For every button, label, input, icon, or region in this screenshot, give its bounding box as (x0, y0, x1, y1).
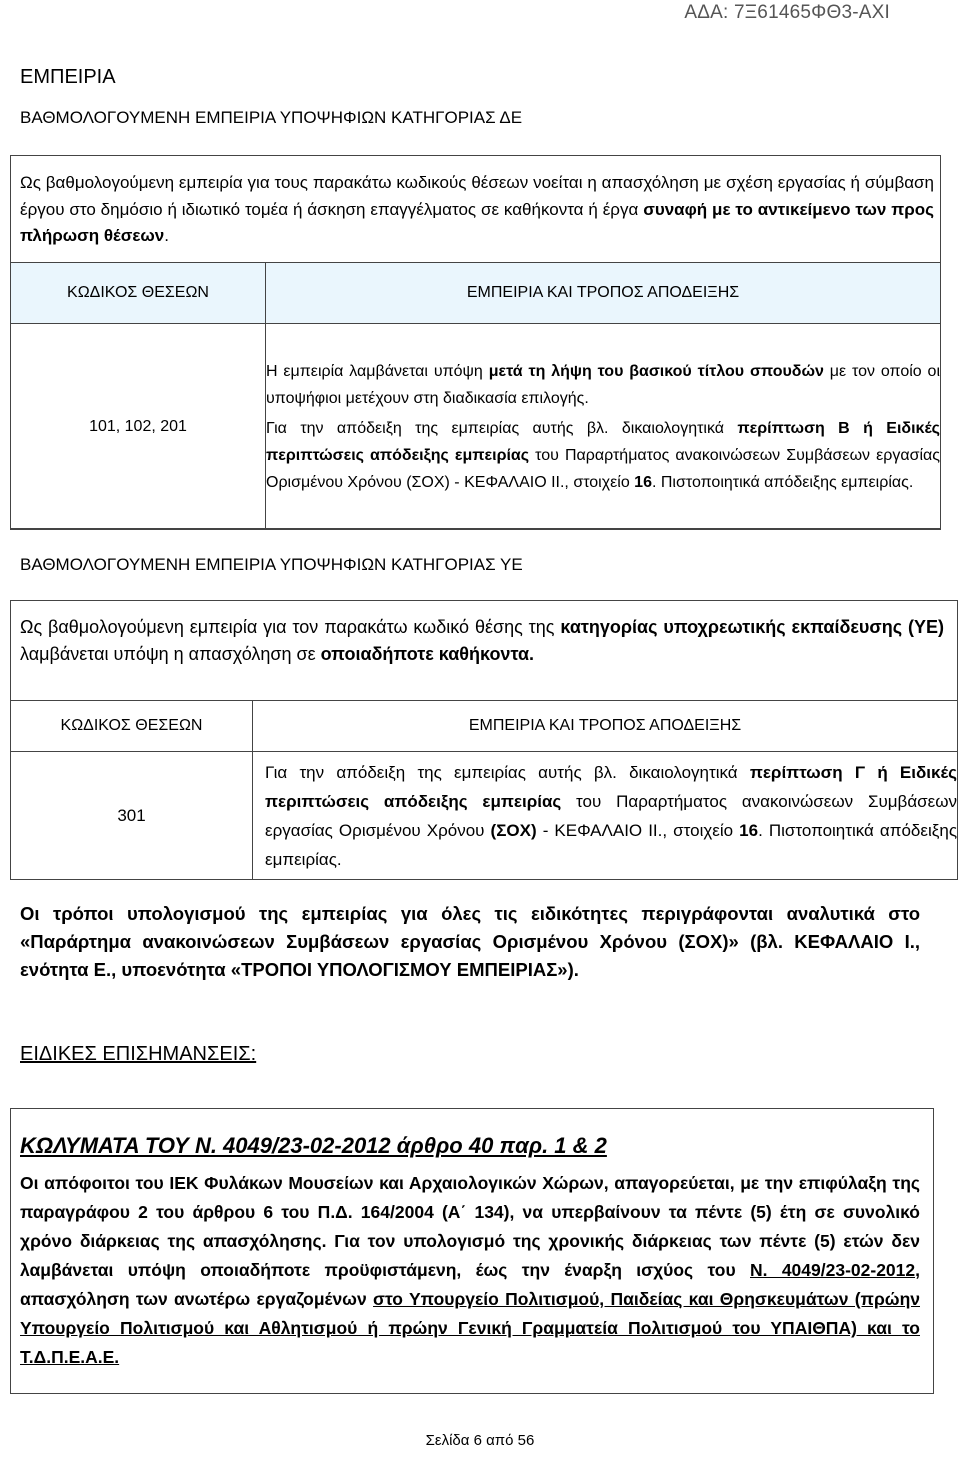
de-col2-header: ΕΜΠΕΙΡΙΑ ΚΑΙ ΤΡΟΠΟΣ ΑΠΟΔΕΙΞΗΣ (266, 263, 941, 324)
de-experience-cell (266, 324, 941, 530)
ye-exp-d: (ΣΟΧ) (490, 820, 537, 840)
ye-intro-d: οποιαδήποτε καθήκοντα. (320, 643, 535, 664)
de-intro (20, 170, 934, 250)
kolymata-text (20, 1169, 920, 1372)
section-title: ΕΜΠΕΙΡΙΑ (20, 66, 116, 88)
ye-col1-header: ΚΩΔΙΚΟΣ ΘΕΣΕΩΝ (11, 701, 253, 752)
ye-exp-c: του Παραρτήματος ανακοινώσεων Συμβάσεων εργασίας Ορισμένου Χρόνου (265, 791, 957, 840)
ada-code: ΑΔΑ: 7Ξ61465ΦΘ3-ΑΧΙ (684, 2, 890, 23)
calc-note: Οι τρόποι υπολογισμού της εμπειρίας για όλες τις ειδικότητες περιγράφονται αναλυτικά στο «Παράρτημα ανακοινώσεων Συμβάσεων εργασίας Ορισμένου Χρόνου (ΣΟΧ)» (βλ. ΚΕΦΑΛΑΙΟ Ι., ενότητα Ε., υποενότητα «ΤΡΟΠΟΙ ΥΠΟΛΟΓΙΣΜΟΥ ΕΜΠΕΙΡΙΑΣ»). (20, 903, 920, 980)
de-exp-p2-a: Για την απόδειξη της εμπειρίας αυτής βλ. δικαιολογητικά (266, 419, 738, 437)
ye-exp-a: Για την απόδειξη της εμπειρίας αυτής βλ. δικαιολογητικά (265, 762, 750, 782)
de-heading: ΒΑΘΜΟΛΟΓΟΥΜΕΝΗ ΕΜΠΕΙΡΙΑ ΥΠΟΨΗΦΙΩΝ ΚΑΤΗΓΟΡΙΑΣ ΔΕ (20, 108, 523, 127)
ye-intro-a: Ως βαθμολογούμενη εμπειρία για τον παρακάτω κωδικό θέσης της (20, 617, 561, 637)
ye-col2-header: ΕΜΠΕΙΡΙΑ ΚΑΙ ΤΡΟΠΟΣ ΑΠΟΔΕΙΞΗΣ (253, 701, 958, 752)
de-exp-p2-d: 16 (634, 473, 652, 491)
kolymata-t2: Ν. 4049/23-02-2012, (750, 1260, 920, 1280)
de-intro-bold: συναφή με το αντικείμενο των προς πλήρωση θέσεων (20, 199, 934, 245)
de-codes: 101, 102, 201 (11, 324, 266, 530)
de-intro-end: . (164, 226, 169, 245)
de-exp-p2 (266, 415, 940, 496)
de-exp-p1-b: μετά τη λήψη του βασικού τίτλου σπουδών (488, 362, 824, 380)
de-exp-p1-c: με τον οποίο οι υποψήφιοι μετέχουν στη διαδικασία επιλογής. (266, 362, 941, 407)
ye-table (10, 700, 958, 880)
ye-codes: 301 (11, 752, 253, 880)
ye-exp-e: - ΚΕΦΑΛΑΙΟ ΙΙ., στοιχείο (536, 820, 740, 840)
de-exp-p1 (266, 358, 940, 412)
ye-exp-g: . Πιστοποιητικά απόδειξης εμπειρίας. (265, 820, 958, 869)
ye-experience-cell (253, 752, 958, 880)
ye-exp-f: 16 (739, 820, 759, 840)
de-exp-p2-b: περίπτωση Β ή Ειδικές περιπτώσεις απόδειξης εμπειρίας (266, 419, 940, 464)
page-number: Σελίδα 6 από 56 (425, 1432, 535, 1449)
ye-intro-b: κατηγορίας υποχρεωτικής εκπαίδευσης (ΥΕ) (560, 617, 944, 637)
de-col1-header: ΚΩΔΙΚΟΣ ΘΕΣΕΩΝ (11, 263, 266, 324)
ye-intro-c: λαμβάνεται υπόψη η απασχόληση σε (20, 643, 321, 664)
kolymata-title: ΚΩΛΥΜΑΤΑ ΤΟΥ Ν. 4049/23-02-2012 άρθρο 40 παρ. 1 & 2 (20, 1133, 607, 1158)
de-exp-p1-a: Η εμπειρία λαμβάνεται υπόψη (266, 362, 489, 380)
kolymata-t1: Οι απόφοιτοι του ΙΕΚ Φυλάκων Μουσείων και Αρχαιολογικών Χώρων, απαγορεύεται, με την επιφύλαξη της παραγράφου 2 του άρθρου 6 του Π.Δ. 164/2004 (Α΄ 134), να υπερβαίνουν τα πέντε (5) έτη σε συνολικό χρόνο διάρκειας της απασχόλησης. Για τον υπολογισμό της χρονικής διάρκειας των πέντε (5) ετών δεν λαμβάνεται υπόψη οποιαδήποτε προϋφιστάμενη, έως την έναρξη ισχύος του (20, 1173, 920, 1280)
ye-heading: ΒΑΘΜΟΛΟΓΟΥΜΕΝΗ ΕΜΠΕΙΡΙΑ ΥΠΟΨΗΦΙΩΝ ΚΑΤΗΓΟΡΙΑΣ ΥΕ (20, 555, 523, 574)
ye-exp-b: περίπτωση Γ ή Ειδικές περιπτώσεις απόδειξης εμπειρίας (265, 762, 958, 811)
de-exp-p2-e: . Πιστοποιητικά απόδειξης εμπειρίας. (651, 473, 914, 491)
special-notes-title: ΕΙΔΙΚΕΣ ΕΠΙΣΗΜΑΝΣΕΙΣ: (20, 1043, 257, 1065)
ye-intro (20, 614, 944, 667)
de-exp-p2-c: του Παραρτήματος ανακοινώσεων Συμβάσεων εργασίας Ορισμένου Χρόνου (ΣΟΧ) - ΚΕΦΑΛΑΙΟ ΙΙ., στοιχείο (266, 446, 940, 491)
de-intro-text: Ως βαθμολογούμενη εμπειρία για τους παρακάτω κωδικούς θέσεων νοείται η απασχόληση με σχέση εργασίας ή σύμβαση έργου στο δημόσιο ή ιδιωτικό τομέα ή άσκηση επαγγέλματος σε καθήκοντα ή έργα (20, 173, 934, 219)
kolymata-box (10, 1108, 934, 1394)
de-table (10, 262, 941, 530)
kolymata-t4: στο Υπουργείο Πολιτισμού, Παιδείας και Θρησκευμάτων (πρώην Υπουργείο Πολιτισμού και Αθλητισμού ή πρώην Γενική Γραμματεία Πολιτισμού του ΥΠΑΙΘΠΑ) και το Τ.Δ.Π.Ε.Α.Ε. (20, 1289, 920, 1367)
kolymata-t3: απασχόληση των ανωτέρω εργαζομένων (20, 1289, 374, 1309)
